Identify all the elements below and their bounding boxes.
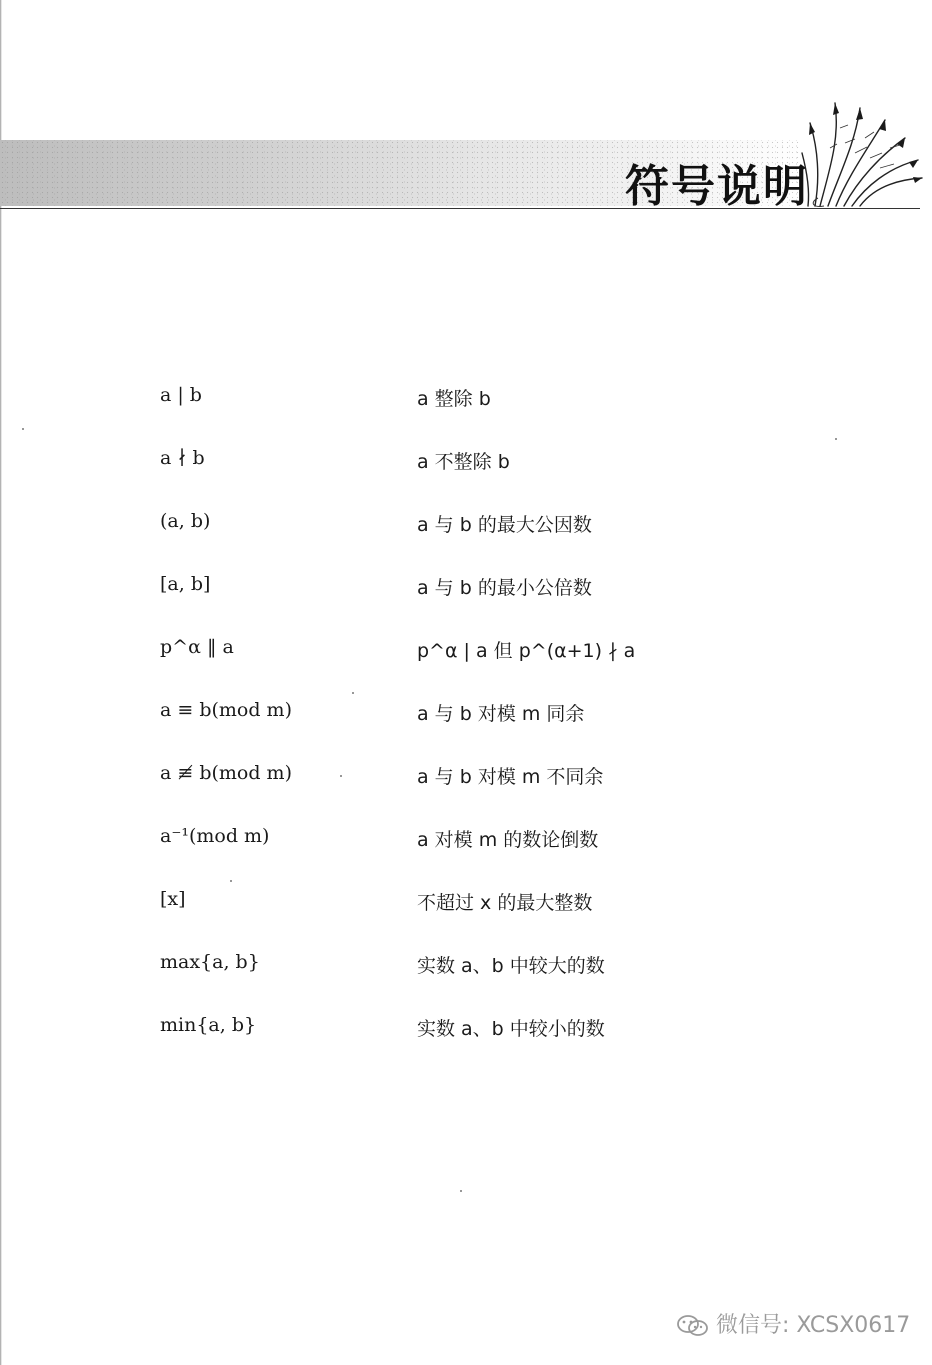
symbol-cell: a⁻¹(mod m) [160,825,270,847]
symbol-cell: min{a, b} [160,1014,257,1036]
table-row [160,884,720,947]
table-row [160,632,720,695]
table-row [160,758,720,821]
table-row [160,947,720,1010]
meaning-cell: a 不整除 b [417,451,510,473]
symbol-cell: a | b [160,384,202,406]
meaning-cell: 实数 a、b 中较大的数 [417,955,605,977]
scan-speck [22,428,24,430]
symbol-cell: a ∤ b [160,447,205,469]
symbol-cell: [a, b] [160,573,211,595]
table-row [160,443,720,506]
table-row [160,695,720,758]
symbol-cell: p^α ‖ a [160,636,234,658]
meaning-cell: 不超过 x 的最大整数 [417,892,593,914]
watermark [676,1308,910,1339]
scan-speck [230,880,232,882]
table-row [160,821,720,884]
meaning-cell: a 与 b 的最小公倍数 [417,577,592,599]
scan-speck [835,438,837,440]
symbol-cell: a ≡ b(mod m) [160,699,292,721]
meaning-cell: a 与 b 对模 m 不同余 [417,766,604,788]
page-title: 符号说明 [625,161,809,212]
wechat-icon [676,1313,710,1339]
scan-speck [352,692,354,694]
symbol-cell: a ≢ b(mod m) [160,762,292,784]
watermark-text: 微信号: XCSX0617 [716,1313,911,1338]
meaning-cell: a 整除 b [417,388,491,410]
scan-speck [340,775,342,777]
symbol-cell: max{a, b} [160,951,260,973]
symbol-cell: [x] [160,888,186,910]
meaning-cell: a 与 b 对模 m 同余 [417,703,585,725]
symbol-table [160,380,720,1073]
scan-speck [460,1190,462,1192]
symbol-cell: (a, b) [160,510,211,532]
table-row [160,1010,720,1073]
table-row [160,380,720,443]
table-row [160,506,720,569]
meaning-cell: a 与 b 的最大公因数 [417,514,592,536]
table-row [160,569,720,632]
meaning-cell: 实数 a、b 中较小的数 [417,1018,605,1040]
grass-illustration-icon [800,98,925,210]
meaning-cell: a 对模 m 的数论倒数 [417,829,599,851]
meaning-cell: p^α | a 但 p^(α+1) ∤ a [417,640,636,662]
